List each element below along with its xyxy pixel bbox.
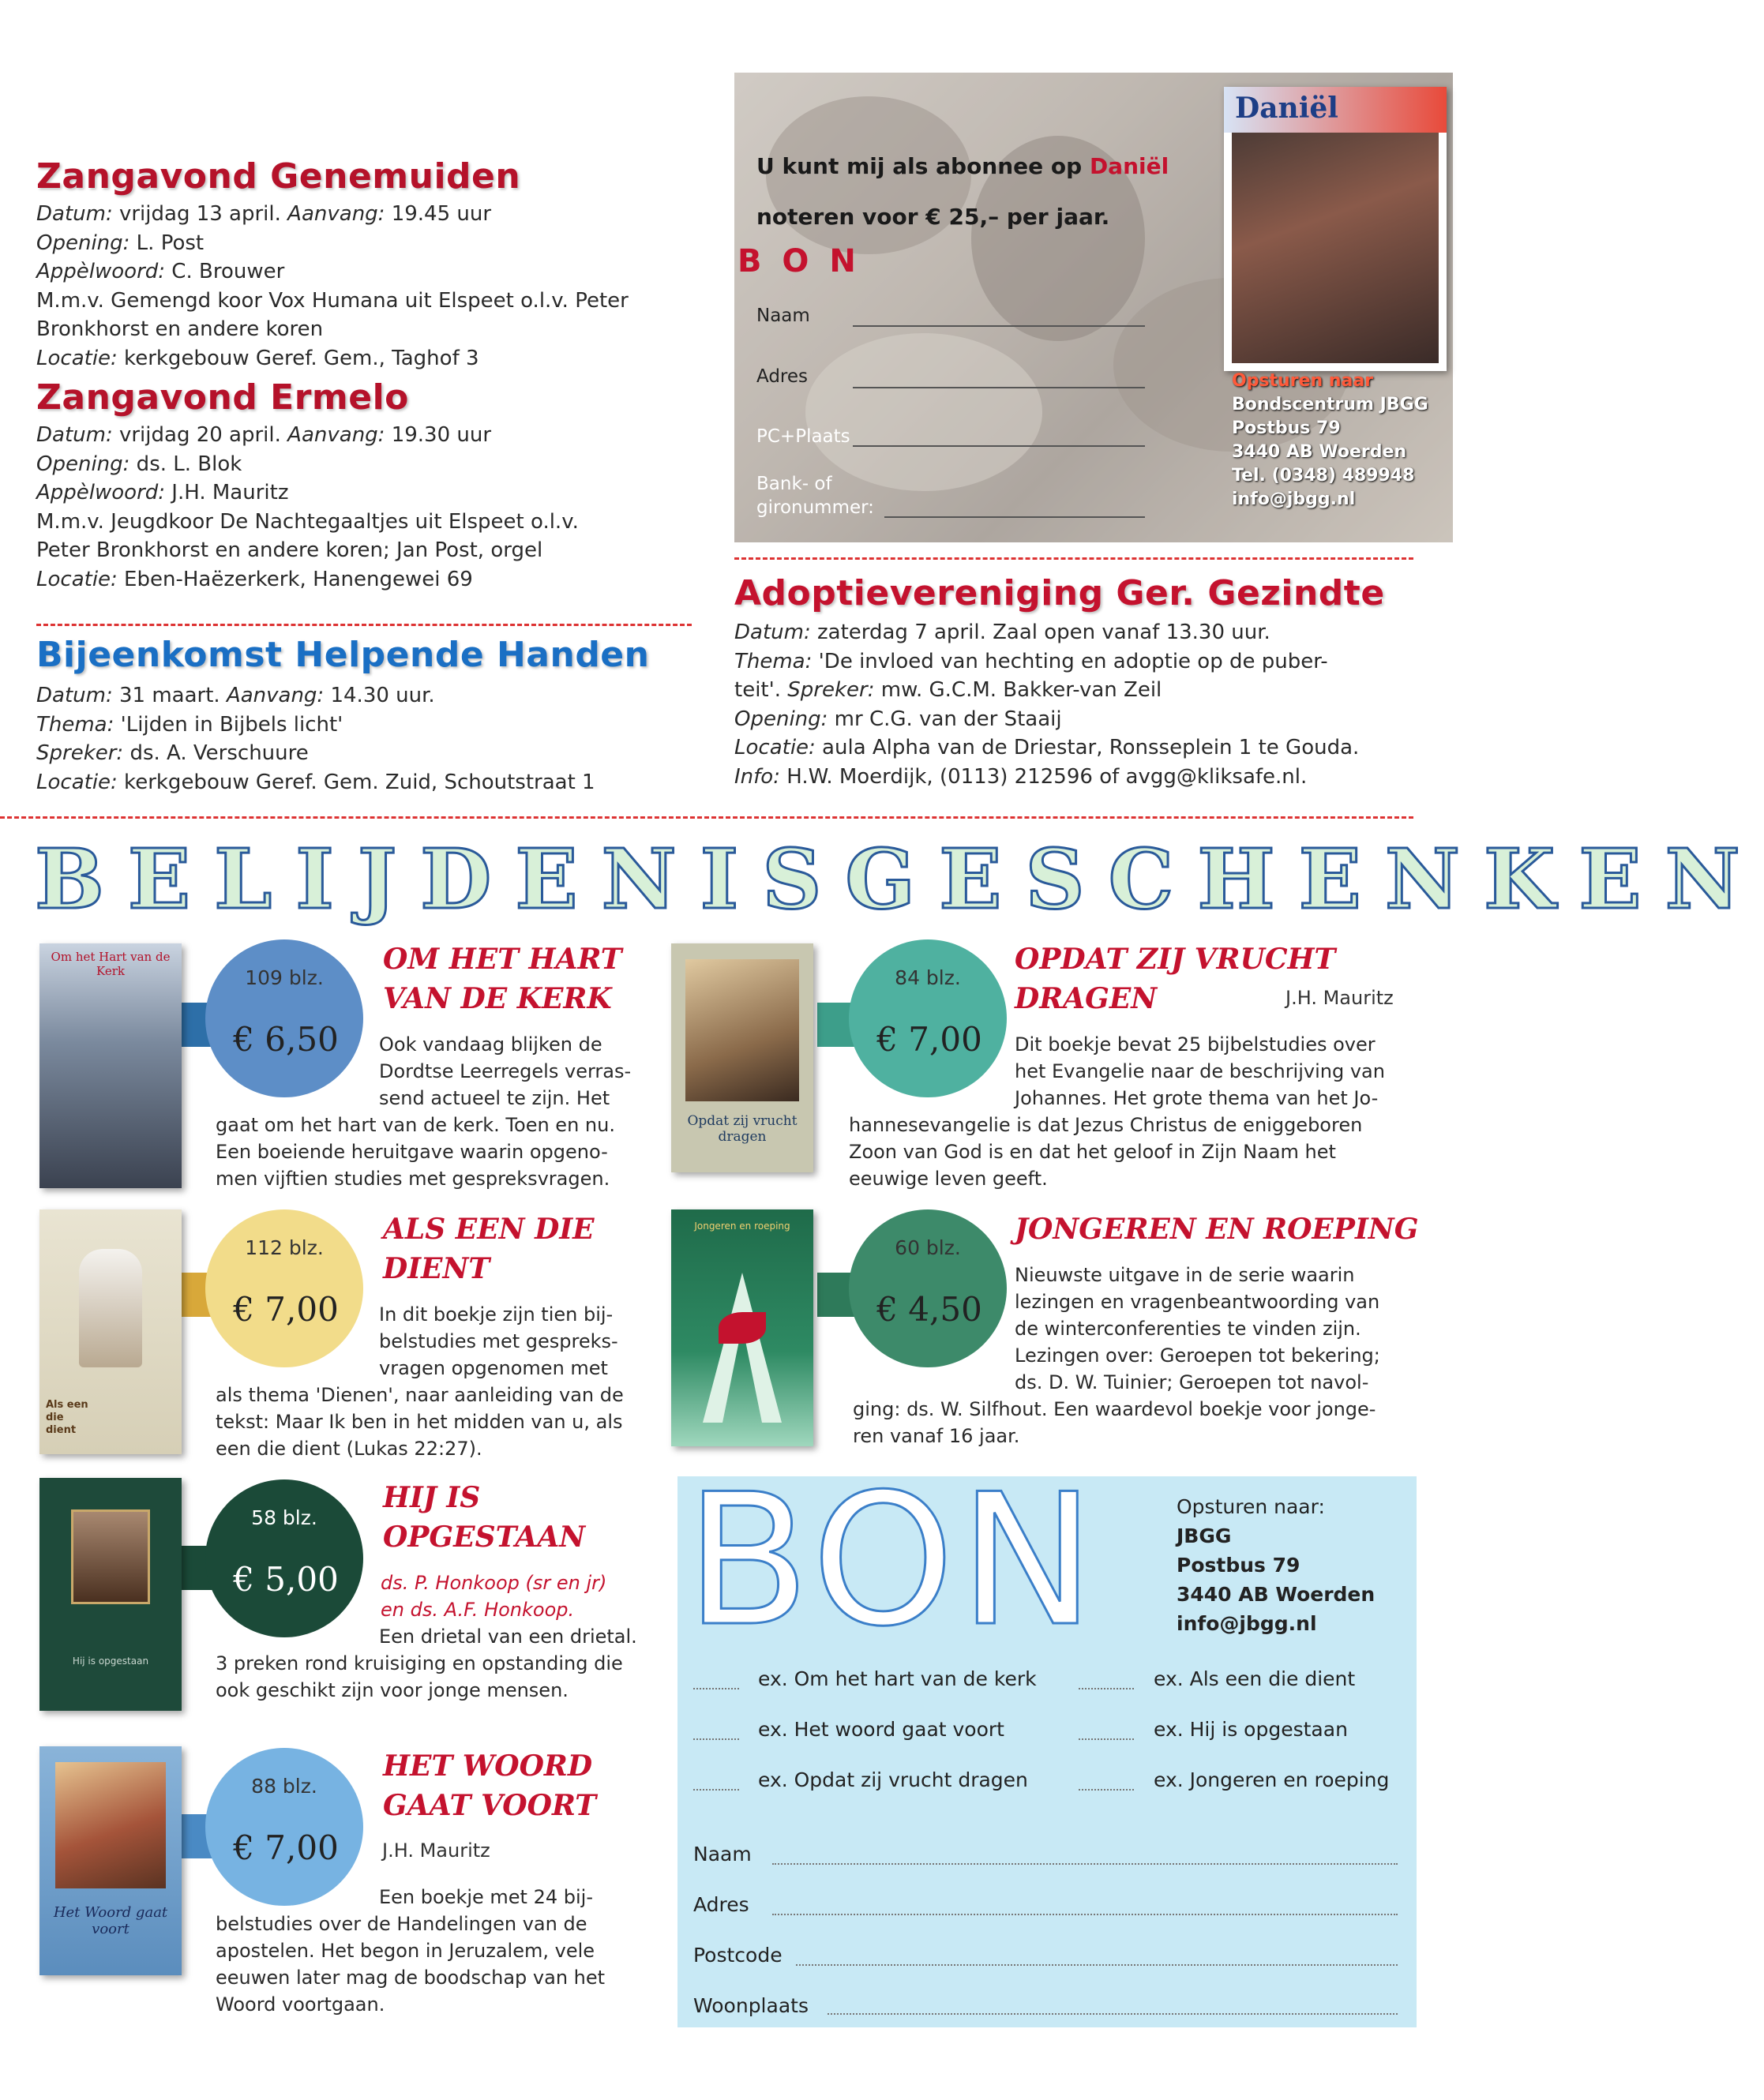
book-opdat-zij	[671, 932, 1457, 1200]
detail-line: Datum: zaterdag 7 april. Zaal open vanaf 13.30 uur.	[734, 621, 1270, 644]
book-als-een-die-dient	[0, 1200, 695, 1468]
detail-line: M.m.v. Jeugdkoor De Nachtegaaltjes uit Elspeet o.l.v.	[36, 509, 579, 534]
book-desc: gaat om het hart van de kerk. Toen en nu. Een boeiende heruitgave waarin opgeno- men vijftien studies met gespreksvragen.	[216, 1114, 615, 1190]
event-title-genemuiden: Zangavond Genemuiden	[36, 156, 521, 197]
detail-line: Locatie: aula Alpha van de Driestar, Ronsseplein 1 te Gouda.	[734, 736, 1360, 759]
send-title: Opsturen naar	[1232, 371, 1374, 391]
magazine-photo	[1232, 126, 1439, 363]
qty-field[interactable]	[1079, 1688, 1134, 1689]
cover-title: Jongeren en roeping	[694, 1221, 790, 1232]
address-field[interactable]	[853, 387, 1145, 388]
event-details-adoptie	[734, 618, 1429, 791]
qty-field[interactable]	[1079, 1738, 1134, 1740]
detail-line: Info: H.W. Moerdijk, (0113) 212596 of avgg@kliksafe.nl.	[734, 764, 1308, 789]
cover-title: Om het Hart van de Kerk	[51, 950, 171, 978]
bank-field[interactable]	[884, 516, 1145, 518]
event-title-helpende-handen: Bijeenkomst Helpende Handen	[36, 635, 650, 675]
bank-label: Bank- of	[756, 474, 832, 494]
book-title: OM HET HART VAN DE KERK	[383, 943, 622, 1015]
detail-line: Locatie: kerkgebouw Geref. Gem. Zuid, Schoutstraat 1	[36, 770, 595, 794]
book-desc: Dit boekje bevat 25 bijbelstudies over het Evangelie naar de beschrijving van Johannes. Het grote thema van het Jo-	[1015, 1033, 1385, 1109]
book-desc: belstudies over de Handelingen van de apostelen. Het begon in Jeruzalem, vele eeuwen later mag de boodschap van het Woord voortgaan.	[216, 1913, 606, 2016]
detail-line: Locatie: Eben-Haëzerkerk, Hanengewei 69	[36, 567, 473, 591]
book-cover	[39, 1209, 182, 1454]
postcode-label: Postcode	[693, 1944, 783, 1967]
book-desc: Een drietal van een drietal.	[379, 1626, 637, 1648]
city-field[interactable]	[828, 2013, 1398, 2015]
detail-line: Thema: 'De invloed van hechting en adoptie op de puber-	[734, 649, 1328, 673]
book-jongeren-en-roeping	[671, 1200, 1457, 1468]
page-count: 60 blz.	[895, 1236, 961, 1259]
book-desc: Ook vandaag blijken de Dordtse Leerregels verras- send actueel te zijn. Het	[379, 1033, 632, 1109]
detail-line: Datum: vrijdag 20 april. Aanvang: 19.30 uur	[36, 423, 492, 447]
magazine-cover	[1224, 87, 1447, 371]
author: J.H. Mauritz	[382, 1839, 490, 1862]
send-line: Tel. (0348) 489948	[1232, 466, 1415, 486]
price-circle	[205, 1479, 363, 1637]
send-line: Postbus 79	[1177, 1554, 1300, 1577]
price: € 4,50	[876, 1290, 982, 1329]
detail-line: Appèlwoord: J.H. Mauritz	[36, 481, 289, 504]
page-count: 58 blz.	[251, 1506, 317, 1529]
divider	[36, 624, 692, 626]
order-item: ex. Jongeren en roeping	[1154, 1768, 1390, 1791]
price: € 7,00	[233, 1290, 339, 1329]
send-line: JBGG	[1177, 1524, 1232, 1547]
book-title: HIJ IS OPGESTAAN	[383, 1481, 586, 1554]
price: € 6,50	[233, 1020, 339, 1059]
detail-line: Peter Bronkhorst en andere koren; Jan Post, orgel	[36, 538, 543, 562]
name-label: Naam	[756, 306, 810, 326]
book-desc: Nieuwste uitgave in de serie waarin lezingen en vragenbeantwoording van de winterconferenties te vinden zijn. Lezingen over: Geroepen tot bekering; ds. D. W. Tuinier; Geroepen tot navol-	[1015, 1264, 1380, 1393]
event-title-adoptie: Adoptievereniging Ger. Gezindte	[734, 573, 1385, 613]
page-title: BELIJDENISGESCHENKEN	[35, 831, 1764, 928]
author: ds. P. Honkoop (sr en jr) en ds. A.F. Honkoop.	[381, 1572, 607, 1621]
author: J.H. Mauritz	[1285, 987, 1394, 1009]
book-cover	[39, 1478, 182, 1711]
price: € 5,00	[233, 1560, 339, 1599]
postcode-field[interactable]	[796, 1964, 1398, 1966]
event-details-genemuiden	[36, 200, 692, 373]
detail-line: Datum: vrijdag 13 april. Aanvang: 19.45 uur	[36, 202, 492, 226]
price-circle	[205, 939, 363, 1097]
event-details-helpende-handen	[36, 681, 692, 797]
detail-line: Appèlwoord: C. Brouwer	[36, 260, 285, 283]
detail-line: teit'. Spreker: mw. G.C.M. Bakker-van Zeil	[734, 678, 1162, 702]
detail-line: Bronkhorst en andere koren	[36, 317, 324, 341]
postcode-city-label: PC+Plaats	[756, 426, 850, 447]
order-send-to	[1177, 1492, 1375, 1638]
book-title: HET WOORD GAAT VOORT	[383, 1749, 597, 1822]
order-form	[677, 1456, 1417, 2027]
book-desc: ging: ds. W. Silfhout. Een waardevol boekje voor jonge- ren vanaf 16 jaar.	[853, 1398, 1376, 1447]
detail-line: Datum: 31 maart. Aanvang: 14.30 uur.	[36, 684, 435, 707]
book-desc: hannesevangelie is dat Jezus Christus de eniggeboren Zoon van God is en dat het geloof in Zijn Naam het eeuwige leven geeft.	[849, 1114, 1363, 1190]
address-field[interactable]	[772, 1914, 1398, 1915]
book-om-het-hart	[0, 932, 695, 1200]
detail-line: Opening: ds. L. Blok	[36, 452, 242, 476]
book-cover	[671, 943, 813, 1172]
page-count: 84 blz.	[895, 966, 961, 989]
detail-line: Locatie: kerkgebouw Geref. Gem., Taghof 3	[36, 346, 479, 370]
bon-heading: BON	[685, 1456, 1100, 1667]
postcode-city-field[interactable]	[853, 445, 1145, 447]
detail-line: Opening: L. Post	[36, 231, 205, 255]
detail-line: M.m.v. Gemengd koor Vox Humana uit Elspeet o.l.v. Peter	[36, 288, 629, 313]
divider	[0, 816, 1413, 819]
order-item: ex. Hij is opgestaan	[1154, 1718, 1348, 1741]
price-circle	[849, 1209, 1007, 1367]
page-count: 112 blz.	[245, 1236, 324, 1259]
send-line: info@jbgg.nl	[1177, 1612, 1317, 1635]
name-label: Naam	[693, 1843, 752, 1866]
book-het-woord-gaat-voort	[0, 1738, 695, 2031]
book-cover	[39, 1746, 182, 1975]
book-desc: In dit boekje zijn tien bij- belstudies met gespreks- vragen opgenomen met	[379, 1303, 618, 1379]
qty-field[interactable]	[693, 1688, 739, 1689]
book-hij-is-opgestaan	[0, 1470, 695, 1738]
send-line: 3440 AB Woerden	[1177, 1583, 1376, 1606]
detail-line: Opening: mr C.G. van der Staaij	[734, 707, 1062, 731]
qty-field[interactable]	[693, 1738, 739, 1740]
book-cover	[39, 943, 182, 1188]
bon-label: B O N	[738, 243, 861, 279]
book-desc: 3 preken rond kruisiging en opstanding die ook geschikt zijn voor jonge mensen.	[216, 1652, 623, 1701]
book-desc: als thema 'Dienen', naar aanleiding van de tekst: Maar Ik ben in het midden van u, als een die dient (Lukas 22:27).	[216, 1384, 624, 1460]
subscription-block	[734, 73, 1453, 542]
magazine-title: Daniël	[1235, 92, 1338, 125]
book-cover	[671, 1209, 813, 1446]
send-line: Postbus 79	[1232, 418, 1341, 438]
send-to	[1232, 369, 1453, 512]
cover-title: Het Woord gaat voort	[53, 1904, 168, 1937]
address-label: Adres	[693, 1893, 749, 1916]
events-left	[36, 156, 692, 594]
page-count: 109 blz.	[245, 966, 324, 989]
price-circle	[849, 939, 1007, 1097]
cover-title: Hij is opgestaan	[72, 1656, 149, 1667]
price: € 7,00	[233, 1828, 339, 1867]
detail-line: Thema: 'Lijden in Bijbels licht'	[36, 712, 343, 737]
book-title: OPDAT ZIJ VRUCHT DRAGEN	[1015, 943, 1336, 1015]
qty-field[interactable]	[693, 1789, 739, 1791]
event-adoptie	[734, 573, 1429, 791]
name-field[interactable]	[853, 325, 1145, 327]
event-details-ermelo	[36, 421, 692, 594]
address-label: Adres	[756, 366, 809, 387]
subscription-line2: noteren voor € 25,– per jaar.	[756, 204, 1110, 230]
cover-title: Opdat zij vrucht dragen	[687, 1113, 798, 1145]
book-title: JONGEREN EN ROEPING	[1015, 1213, 1419, 1246]
giro-label: gironummer:	[756, 497, 874, 518]
send-line: Bondscentrum JBGG	[1232, 395, 1428, 414]
book-title: ALS EEN DIE DIENT	[383, 1213, 595, 1285]
subscription-line1: U kunt mij als abonnee op Daniël	[756, 153, 1169, 179]
send-line: info@jbgg.nl	[1232, 489, 1356, 509]
event-helpende-handen	[36, 635, 692, 797]
detail-line: Spreker: ds. A. Verschuure	[36, 741, 309, 765]
order-item: ex. Opdat zij vrucht dragen	[758, 1768, 1028, 1791]
book-desc: Een boekje met 24 bij-	[379, 1886, 593, 1908]
page-count: 88 blz.	[251, 1775, 317, 1798]
qty-field[interactable]	[1079, 1789, 1134, 1791]
event-title-ermelo: Zangavond Ermelo	[36, 377, 409, 418]
send-title: Opsturen naar:	[1177, 1495, 1325, 1518]
price: € 7,00	[876, 1020, 982, 1059]
order-item: ex. Om het hart van de kerk	[758, 1667, 1037, 1690]
price-circle	[205, 1748, 363, 1906]
city-label: Woonplaats	[693, 1994, 809, 2017]
order-item: ex. Als een die dient	[1154, 1667, 1356, 1690]
name-field[interactable]	[772, 1863, 1398, 1865]
brand-name: Daniël	[1089, 153, 1169, 179]
price-circle	[205, 1209, 363, 1367]
send-line: 3440 AB Woerden	[1232, 442, 1407, 462]
order-item: ex. Het woord gaat voort	[758, 1718, 1004, 1741]
divider	[734, 557, 1413, 560]
cover-title: Als een die dient	[46, 1399, 88, 1436]
